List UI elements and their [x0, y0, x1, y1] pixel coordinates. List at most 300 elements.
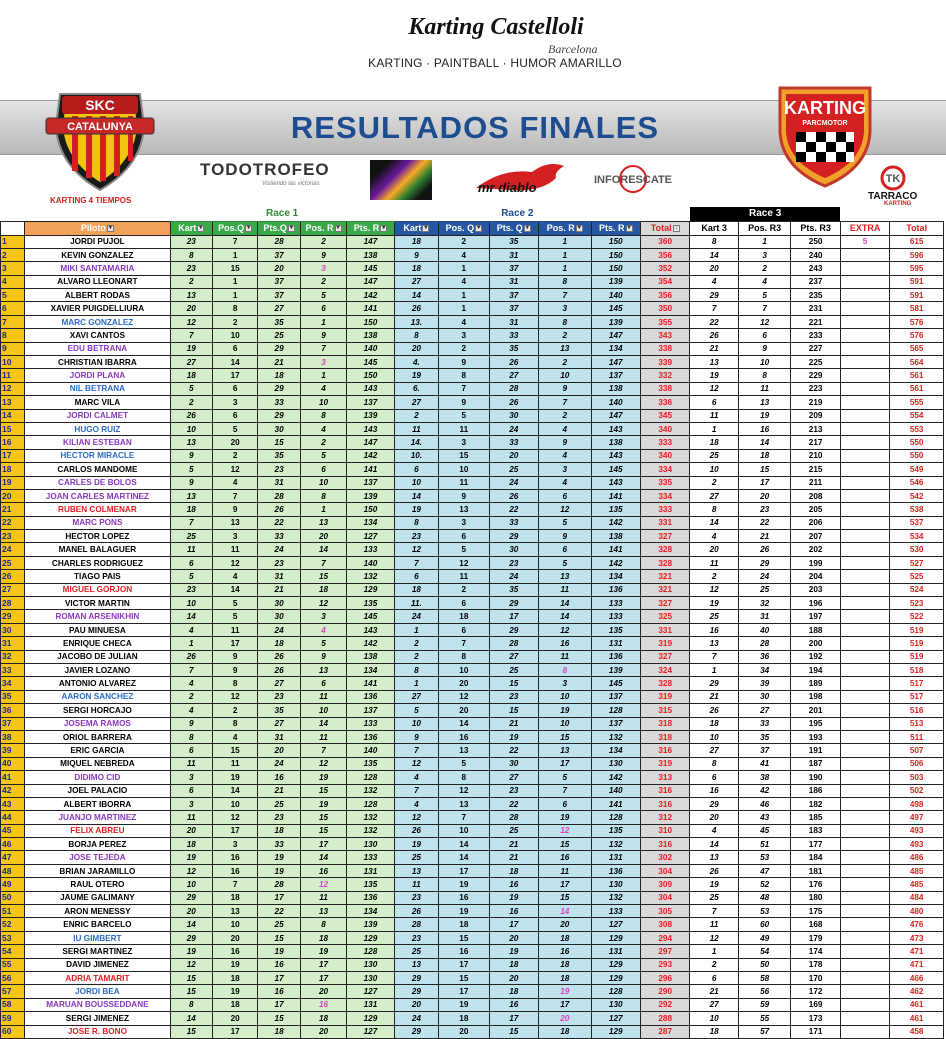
position-number: 7: [1, 315, 25, 328]
extra-points: [840, 463, 889, 476]
race2-pos-r: 17: [539, 878, 591, 891]
race3-pos-r: 15: [738, 463, 790, 476]
col-pts-q-r2[interactable]: Pts. Q ▾: [489, 221, 538, 235]
race1-pos-q: 6: [212, 342, 257, 355]
race2-pts-r: 130: [591, 878, 640, 891]
race3-pos-r: 19: [738, 409, 790, 422]
race1-kart: 3: [170, 797, 212, 810]
position-number: 1: [1, 235, 25, 248]
position-number: 49: [1, 878, 25, 891]
extra-points: [840, 369, 889, 382]
position-number: 22: [1, 516, 25, 529]
race1-pos-r: 12: [300, 597, 346, 610]
race12-total: 316: [640, 784, 689, 797]
col-piloto[interactable]: Piloto ▾: [25, 221, 170, 235]
race1-pts-q: 29: [258, 342, 300, 355]
extra-points: [840, 516, 889, 529]
final-total: 507: [890, 744, 944, 757]
pilot-name: CHARLES RODRIGUEZ: [25, 556, 170, 569]
race3-kart: 19: [690, 878, 738, 891]
race2-pts-r: 129: [591, 958, 640, 971]
race2-pos-r: 7: [539, 396, 591, 409]
table-row: [1, 289, 944, 302]
race1-pts-r: 143: [347, 623, 394, 636]
col-pts-r-r2[interactable]: Pts. R ▾: [591, 221, 640, 235]
table-row: [1, 409, 944, 422]
race1-pos-r: 12: [300, 878, 346, 891]
tarraco-text: TARRACO: [868, 191, 918, 202]
race3-pts-r: 169: [791, 998, 840, 1011]
race2-kart: 19: [394, 503, 438, 516]
race1-kart: 13: [170, 436, 212, 449]
race3-pts-r: 200: [791, 637, 840, 650]
skc-text: SKC: [85, 97, 115, 113]
race3-pos-r: 42: [738, 784, 790, 797]
race2-kart: 14: [394, 489, 438, 502]
race1-pos-q: 18: [212, 971, 257, 984]
race1-pos-r: 17: [300, 838, 346, 851]
filter-dropdown-icon[interactable]: ▾: [424, 224, 428, 231]
race2-pts-r: 133: [591, 905, 640, 918]
race3-pts-r: 223: [791, 382, 840, 395]
position-number: 47: [1, 851, 25, 864]
race2-pos-r: 4: [539, 422, 591, 435]
header-row: [1, 221, 944, 235]
race3-kart: 20: [690, 262, 738, 275]
race2-kart: 28: [394, 918, 438, 931]
page-title: RESULTADOS FINALES: [290, 110, 660, 145]
race2-pos-q: 7: [439, 811, 489, 824]
race12-total: 328: [640, 543, 689, 556]
race1-kart: 1: [170, 637, 212, 650]
race3-pts-r: 194: [791, 664, 840, 677]
race2-kart: 25: [394, 851, 438, 864]
table-row: [1, 503, 944, 516]
race1-pts-q: 29: [258, 382, 300, 395]
race2-kart: 27: [394, 396, 438, 409]
race2-pts-r: 138: [591, 436, 640, 449]
position-number: 35: [1, 690, 25, 703]
race2-pts-r: 147: [591, 356, 640, 369]
position-number: 34: [1, 677, 25, 690]
race2-kart: 7: [394, 744, 438, 757]
race2-kart: 18: [394, 262, 438, 275]
race2-kart: 27: [394, 690, 438, 703]
race3-pts-r: 189: [791, 677, 840, 690]
race3-pos-r: 50: [738, 958, 790, 971]
table-row: [1, 396, 944, 409]
race2-pos-q: 13: [439, 797, 489, 810]
race3-pos-r: 22: [738, 516, 790, 529]
race12-total: 336: [640, 396, 689, 409]
race1-pos-r: 7: [300, 744, 346, 757]
race2-pts-r: 128: [591, 811, 640, 824]
race12-total: 328: [640, 556, 689, 569]
filter-dropdown-icon[interactable]: ▾: [289, 224, 293, 231]
filter-dropdown-icon[interactable]: ▾: [247, 224, 251, 231]
race2-pts-r: 130: [591, 998, 640, 1011]
table-row: [1, 248, 944, 261]
race2-pts-r: 145: [591, 677, 640, 690]
race2-kart: 27: [394, 275, 438, 288]
race1-pos-q: 17: [212, 369, 257, 382]
race1-pts-r: 127: [347, 530, 394, 543]
race1-pts-r: 141: [347, 302, 394, 315]
table-row: [1, 931, 944, 944]
race1-pts-q: 33: [258, 838, 300, 851]
race1-pts-r: 133: [347, 851, 394, 864]
race2-kart: 4.: [394, 356, 438, 369]
final-total: 473: [890, 931, 944, 944]
extra-points: [840, 556, 889, 569]
race1-pts-r: 141: [347, 463, 394, 476]
final-total: 503: [890, 771, 944, 784]
race1-pos-r: 11: [300, 730, 346, 743]
position-number: 26: [1, 570, 25, 583]
race3-kart: 21: [690, 985, 738, 998]
race2-pts-r: 136: [591, 583, 640, 596]
race12-total: 333: [640, 436, 689, 449]
final-total: 523: [890, 597, 944, 610]
race3-pos-r: 16: [738, 422, 790, 435]
race2-pos-q: 14: [439, 838, 489, 851]
race2-pts-q: 22: [489, 503, 538, 516]
race1-pts-q: 35: [258, 704, 300, 717]
race12-total: 333: [640, 503, 689, 516]
race3-kart: 7: [690, 905, 738, 918]
col-pts-q[interactable]: Pts.Q ▾: [258, 221, 300, 235]
race3-pos-r: 39: [738, 677, 790, 690]
race2-pos-r: 15: [539, 891, 591, 904]
race2-pts-r: 150: [591, 262, 640, 275]
race3-pos-r: 26: [738, 543, 790, 556]
race3-pos-r: 37: [738, 744, 790, 757]
race3-pts-r: 208: [791, 489, 840, 502]
race2-pos-q: 1: [439, 262, 489, 275]
race2-pos-q: 13: [439, 503, 489, 516]
col-pos-r[interactable]: Pos. R ▾: [300, 221, 346, 235]
col-total[interactable]: Total ↓: [640, 221, 689, 235]
position-number: 50: [1, 891, 25, 904]
race3-pos-r: 46: [738, 797, 790, 810]
race2-pts-r: 143: [591, 422, 640, 435]
race1-pts-q: 23: [258, 463, 300, 476]
race3-pts-r: 172: [791, 985, 840, 998]
filter-dropdown-icon[interactable]: ▾: [577, 224, 581, 231]
race2-pts-r: 133: [591, 597, 640, 610]
race3-pts-r: 186: [791, 784, 840, 797]
col-pos-r-r2[interactable]: Pos. R ▾: [539, 221, 591, 235]
race1-pts-r: 130: [347, 838, 394, 851]
race12-total: 343: [640, 329, 689, 342]
race2-pos-r: 9: [539, 530, 591, 543]
col-extra: EXTRA: [840, 221, 889, 235]
race1-pos-q: 16: [212, 945, 257, 958]
race3-pts-r: 240: [791, 248, 840, 261]
race2-pts-q: 28: [489, 382, 538, 395]
race1-kart: 11: [170, 543, 212, 556]
table-row: [1, 463, 944, 476]
table-row: [1, 476, 944, 489]
race3-pos-r: 45: [738, 824, 790, 837]
race2-pts-q: 26: [489, 396, 538, 409]
race2-pos-r: 11: [539, 650, 591, 663]
final-total: 581: [890, 302, 944, 315]
race12-total: 338: [640, 382, 689, 395]
race1-pts-r: 132: [347, 570, 394, 583]
final-total: 466: [890, 971, 944, 984]
race12-total: 355: [640, 315, 689, 328]
race1-pts-q: 19: [258, 945, 300, 958]
race3-kart: 7: [690, 302, 738, 315]
pilot-name: ANTONIO ALVAREZ: [25, 677, 170, 690]
race1-pts-q: 28: [258, 489, 300, 502]
col-pos-q-r2[interactable]: Pos. Q ▾: [439, 221, 489, 235]
race3-pts-r: 190: [791, 771, 840, 784]
final-total: 615: [890, 235, 944, 248]
race2-kart: 24: [394, 610, 438, 623]
race1-kart: 23: [170, 262, 212, 275]
race1-pts-r: 142: [347, 449, 394, 462]
race1-pos-r: 13: [300, 905, 346, 918]
race2-kart: 13.: [394, 315, 438, 328]
race2-pts-r: 150: [591, 248, 640, 261]
filter-dropdown-icon[interactable]: ▾: [627, 224, 631, 231]
logo-text: Karting Castelloli: [408, 14, 584, 40]
final-total: 549: [890, 463, 944, 476]
race1-pos-r: 9: [300, 650, 346, 663]
race3-pts-r: 231: [791, 302, 840, 315]
race1-kart: 8: [170, 248, 212, 261]
col-pts-r[interactable]: Pts. R ▾: [347, 221, 394, 235]
race1-kart: 14: [170, 1012, 212, 1025]
race1-pts-r: 143: [347, 422, 394, 435]
race1-pos-q: 14: [212, 784, 257, 797]
race1-pos-q: 16: [212, 864, 257, 877]
race3-pts-r: 182: [791, 797, 840, 810]
race2-pts-q: 33: [489, 329, 538, 342]
filter-dropdown-icon[interactable]: ▾: [477, 224, 481, 231]
pilot-name: MIGUEL GORJON: [25, 583, 170, 596]
race12-total: 319: [640, 690, 689, 703]
race1-pts-q: 37: [258, 248, 300, 261]
race1-pos-q: 18: [212, 891, 257, 904]
race2-pos-r: 16: [539, 637, 591, 650]
race12-total: 360: [640, 235, 689, 248]
race1-pos-r: 8: [300, 409, 346, 422]
race1-pts-r: 134: [347, 905, 394, 918]
race12-total: 334: [640, 463, 689, 476]
position-number: 55: [1, 958, 25, 971]
race2-pos-q: 17: [439, 958, 489, 971]
race3-pts-r: 196: [791, 597, 840, 610]
position-number: 13: [1, 396, 25, 409]
race2-pts-q: 18: [489, 985, 538, 998]
race3-pts-r: 219: [791, 396, 840, 409]
race12-total: 335: [640, 476, 689, 489]
race2-pos-q: 11: [439, 476, 489, 489]
pilot-name: JACOBO DE JULIAN: [25, 650, 170, 663]
extra-points: [840, 503, 889, 516]
race1-pos-r: 12: [300, 757, 346, 770]
position-number: 46: [1, 838, 25, 851]
race1-pos-r: 5: [300, 637, 346, 650]
race3-pos-r: 36: [738, 650, 790, 663]
race2-pos-q: 9: [439, 396, 489, 409]
race1-pts-r: 147: [347, 235, 394, 248]
final-total: 518: [890, 664, 944, 677]
race2-kart: 14.: [394, 436, 438, 449]
col-kart[interactable]: Kart ▾: [170, 221, 212, 235]
race2-pos-q: 19: [439, 998, 489, 1011]
pilot-name: KILIAN ESTEBAN: [25, 436, 170, 449]
race1-pos-q: 15: [212, 262, 257, 275]
race12-total: 327: [640, 650, 689, 663]
race2-pos-q: 6: [439, 597, 489, 610]
position-number: 39: [1, 744, 25, 757]
extra-points: [840, 570, 889, 583]
pilot-name: JORDI CALMET: [25, 409, 170, 422]
race1-kart: 14: [170, 918, 212, 931]
race1-pos-r: 11: [300, 690, 346, 703]
race1-pos-r: 10: [300, 396, 346, 409]
filter-dropdown-icon[interactable]: ▾: [199, 224, 203, 231]
table-row: [1, 570, 944, 583]
extra-points: [840, 717, 889, 730]
race2-pos-q: 20: [439, 1025, 489, 1038]
race1-kart: 19: [170, 342, 212, 355]
race1-pos-q: 14: [212, 583, 257, 596]
extra-points: [840, 396, 889, 409]
race12-total: 356: [640, 248, 689, 261]
race1-pts-q: 18: [258, 637, 300, 650]
race1-kart: 5: [170, 570, 212, 583]
race3-pos-r: 33: [738, 717, 790, 730]
race2-pos-r: 18: [539, 1025, 591, 1038]
race1-kart: 7: [170, 664, 212, 677]
race1-pos-q: 1: [212, 289, 257, 302]
race2-pts-r: 133: [591, 610, 640, 623]
race3-pos-r: 53: [738, 905, 790, 918]
race3-pos-r: 12: [738, 315, 790, 328]
col-pos-q[interactable]: Pos.Q ▾: [212, 221, 257, 235]
table-row: [1, 851, 944, 864]
race2-pos-r: 19: [539, 704, 591, 717]
race2-pts-q: 23: [489, 784, 538, 797]
race1-kart: 5: [170, 463, 212, 476]
race2-pts-q: 21: [489, 851, 538, 864]
final-total: 550: [890, 436, 944, 449]
pilot-name: EDU BETRANA: [25, 342, 170, 355]
race1-pts-q: 20: [258, 744, 300, 757]
filter-dropdown-icon[interactable]: ▾: [336, 224, 340, 231]
filter-dropdown-icon[interactable]: ▾: [382, 224, 386, 231]
race2-pts-q: 35: [489, 583, 538, 596]
pilot-name: JOSE R. BONO: [25, 1025, 170, 1038]
race1-pos-q: 14: [212, 356, 257, 369]
position-number: 54: [1, 945, 25, 958]
race1-kart: 6: [170, 556, 212, 569]
race2-pos-q: 2: [439, 235, 489, 248]
final-total: 511: [890, 730, 944, 743]
extra-points: [840, 891, 889, 904]
race1-kart: 7: [170, 329, 212, 342]
race1-pos-q: 13: [212, 905, 257, 918]
race2-pts-q: 20: [489, 449, 538, 462]
race2-pos-q: 1: [439, 289, 489, 302]
race2-pos-q: 5: [439, 543, 489, 556]
filter-dropdown-icon[interactable]: ▾: [108, 224, 112, 231]
race3-kart: 4: [690, 275, 738, 288]
race1-kart: 4: [170, 677, 212, 690]
race1-pos-r: 3: [300, 356, 346, 369]
race1-pos-q: 20: [212, 931, 257, 944]
race3-kart: 20: [690, 543, 738, 556]
race1-pts-q: 23: [258, 690, 300, 703]
race3-pos-r: 48: [738, 891, 790, 904]
race3-pts-r: 195: [791, 717, 840, 730]
race1-pts-r: 129: [347, 931, 394, 944]
race2-kart: 12: [394, 811, 438, 824]
race1-pos-q: 15: [212, 744, 257, 757]
race1-pts-r: 145: [347, 356, 394, 369]
position-number: 5: [1, 289, 25, 302]
extra-points: [840, 315, 889, 328]
col-kart-r2[interactable]: Kart ▾: [394, 221, 438, 235]
race1-pos-q: 10: [212, 918, 257, 931]
race3-pos-r: 52: [738, 878, 790, 891]
race12-total: 297: [640, 945, 689, 958]
race1-pos-q: 4: [212, 570, 257, 583]
race2-pos-q: 4: [439, 248, 489, 261]
race2-pts-q: 26: [489, 489, 538, 502]
extra-points: [840, 583, 889, 596]
race2-pts-r: 129: [591, 931, 640, 944]
table-row: [1, 543, 944, 556]
race1-pts-q: 31: [258, 570, 300, 583]
race1-pos-q: 17: [212, 824, 257, 837]
race2-pts-q: 29: [489, 597, 538, 610]
inforescate-ring-icon: [588, 164, 678, 194]
race1-pts-r: 133: [347, 717, 394, 730]
race1-pts-r: 134: [347, 516, 394, 529]
race2-pos-q: 20: [439, 704, 489, 717]
race1-pts-r: 127: [347, 1025, 394, 1038]
race12-total: 340: [640, 422, 689, 435]
race2-pos-r: 14: [539, 905, 591, 918]
race2-pts-r: 132: [591, 730, 640, 743]
race2-pos-r: 14: [539, 610, 591, 623]
race1-pos-r: 16: [300, 864, 346, 877]
position-number: 52: [1, 918, 25, 931]
race3-kart: 16: [690, 784, 738, 797]
position-number: 25: [1, 556, 25, 569]
race2-kart: 2: [394, 637, 438, 650]
race2-kart: 14: [394, 289, 438, 302]
race3-pts-r: 179: [791, 931, 840, 944]
sort-icon[interactable]: ↓: [674, 224, 678, 231]
race3-kart: 11: [690, 556, 738, 569]
filter-dropdown-icon[interactable]: ▾: [525, 224, 529, 231]
race2-pos-q: 11: [439, 422, 489, 435]
race1-pts-r: 134: [347, 664, 394, 677]
race1-pos-r: 9: [300, 329, 346, 342]
race1-pos-q: 8: [212, 677, 257, 690]
race12-total: 354: [640, 275, 689, 288]
karting-parcmotor-badge: [772, 82, 878, 188]
race2-pos-r: 6: [539, 543, 591, 556]
race1-kart: 2: [170, 690, 212, 703]
